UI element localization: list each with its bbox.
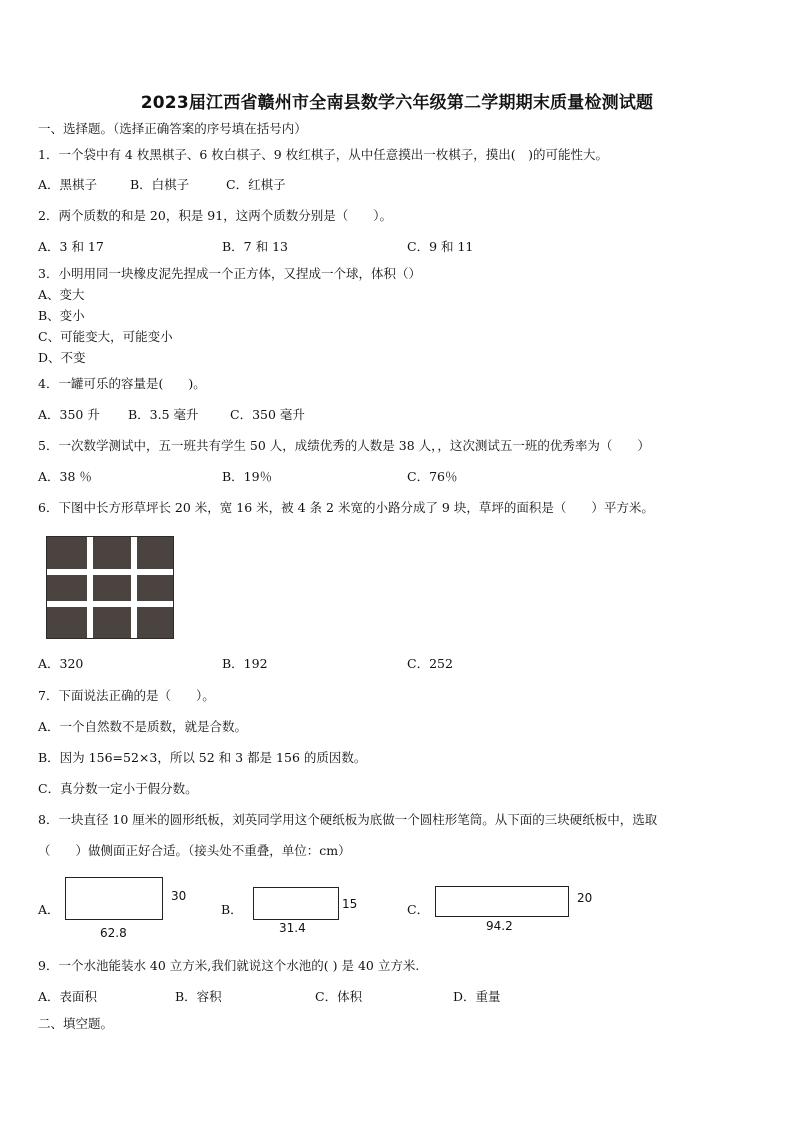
question-8-line-2: （ ）做侧面正好合适。（接头处不重叠，单位：cm） xyxy=(38,843,351,858)
path-vertical-2 xyxy=(131,537,137,638)
q7-option-a[interactable]: A．一个自然数不是质数，就是合数。 xyxy=(38,719,248,734)
q8-option-b-width: 31.4 xyxy=(279,921,306,935)
q3-option-d[interactable]: D、不变 xyxy=(38,350,86,365)
q4-option-b[interactable]: B．3.5 毫升 xyxy=(128,407,199,422)
q5-option-b[interactable]: B．19％ xyxy=(222,469,273,484)
question-9: 9．一个水池能装水 40 立方米,我们就说这个水池的( ) 是 40 立方米. xyxy=(38,958,420,973)
q8-option-a-rectangle[interactable] xyxy=(65,877,163,920)
path-horizontal-2 xyxy=(47,601,173,607)
q8-option-b-rectangle[interactable] xyxy=(253,887,339,920)
question-5: 5．一次数学测试中，五一班共有学生 50 人，成绩优秀的人数是 38 人，，这次测试五一班的优秀率为（ ） xyxy=(38,438,650,453)
question-1: 1．一个袋中有 4 枚黑棋子、6 枚白棋子、9 枚红棋子，从中任意摸出一枚棋子，摸出( )的可能性大。 xyxy=(38,147,608,162)
q8-option-b-label[interactable]: B． xyxy=(221,902,243,917)
q9-option-a[interactable]: A．表面积 xyxy=(38,989,98,1004)
q1-option-b[interactable]: B．白棋子 xyxy=(130,177,190,192)
q6-option-c[interactable]: C．252 xyxy=(407,656,453,671)
q3-option-c[interactable]: C、可能变大，可能变小 xyxy=(38,329,173,344)
question-6: 6．下图中长方形草坪长 20 米，宽 16 米，被 4 条 2 米宽的小路分成了 9 块，草坪的面积是（ ）平方米。 xyxy=(38,500,654,515)
q8-option-b-height: 15 xyxy=(342,897,358,911)
section-2-heading: 二、填空题。 xyxy=(38,1016,114,1031)
section-1-heading: 一、选择题。（选择正确答案的序号填在括号内） xyxy=(38,121,307,136)
q6-option-b[interactable]: B．192 xyxy=(222,656,268,671)
q4-option-a[interactable]: A．350 升 xyxy=(38,407,100,422)
q5-option-a[interactable]: A．38 ％ xyxy=(38,469,92,484)
q2-option-b[interactable]: B．7 和 13 xyxy=(222,239,288,254)
q2-option-c[interactable]: C．9 和 11 xyxy=(407,239,474,254)
q9-option-d[interactable]: D．重量 xyxy=(453,989,501,1004)
question-7: 7．下面说法正确的是（ ）。 xyxy=(38,688,215,703)
q8-option-a-height: 30 xyxy=(171,889,187,903)
q8-option-a-label[interactable]: A． xyxy=(38,902,60,917)
q1-option-a[interactable]: A．黑棋子 xyxy=(38,177,98,192)
q8-option-c-height: 20 xyxy=(577,891,593,905)
q3-option-b[interactable]: B、变小 xyxy=(38,308,85,323)
q6-option-a[interactable]: A．320 xyxy=(38,656,84,671)
question-2: 2．两个质数的和是 20，积是 91，这两个质数分别是（ ）。 xyxy=(38,208,392,223)
path-vertical-1 xyxy=(87,537,93,638)
path-horizontal-1 xyxy=(47,569,173,575)
q2-option-a[interactable]: A．3 和 17 xyxy=(38,239,104,254)
q8-option-c-label[interactable]: C． xyxy=(407,902,430,917)
question-8-line-1: 8．一块直径 10 厘米的圆形纸板，刘英同学用这个硬纸板为底做一个圆柱形笔筒。从下面的三块硬纸板中，选取 xyxy=(38,812,658,827)
lawn-figure xyxy=(46,536,174,639)
page-title: 2023届江西省赣州市全南县数学六年级第二学期期末质量检测试题 xyxy=(140,93,654,113)
question-4: 4．一罐可乐的容量是( )。 xyxy=(38,376,206,391)
q9-option-c[interactable]: C．体积 xyxy=(315,989,363,1004)
q9-option-b[interactable]: B．容积 xyxy=(175,989,222,1004)
q1-option-c[interactable]: C．红棋子 xyxy=(226,177,286,192)
q5-option-c[interactable]: C．76％ xyxy=(407,469,458,484)
question-3: 3．小明用同一块橡皮泥先捏成一个正方体，又捏成一个球，体积（） xyxy=(38,266,421,281)
q7-option-b[interactable]: B．因为 156=52×3，所以 52 和 3 都是 156 的质因数。 xyxy=(38,750,367,765)
q7-option-c[interactable]: C．真分数一定小于假分数。 xyxy=(38,781,198,796)
q3-option-a[interactable]: A、变大 xyxy=(38,287,85,302)
q8-option-c-width: 94.2 xyxy=(486,919,513,933)
q4-option-c[interactable]: C．350 毫升 xyxy=(230,407,305,422)
q8-option-c-rectangle[interactable] xyxy=(435,886,569,917)
q8-option-a-width: 62.8 xyxy=(100,926,127,940)
